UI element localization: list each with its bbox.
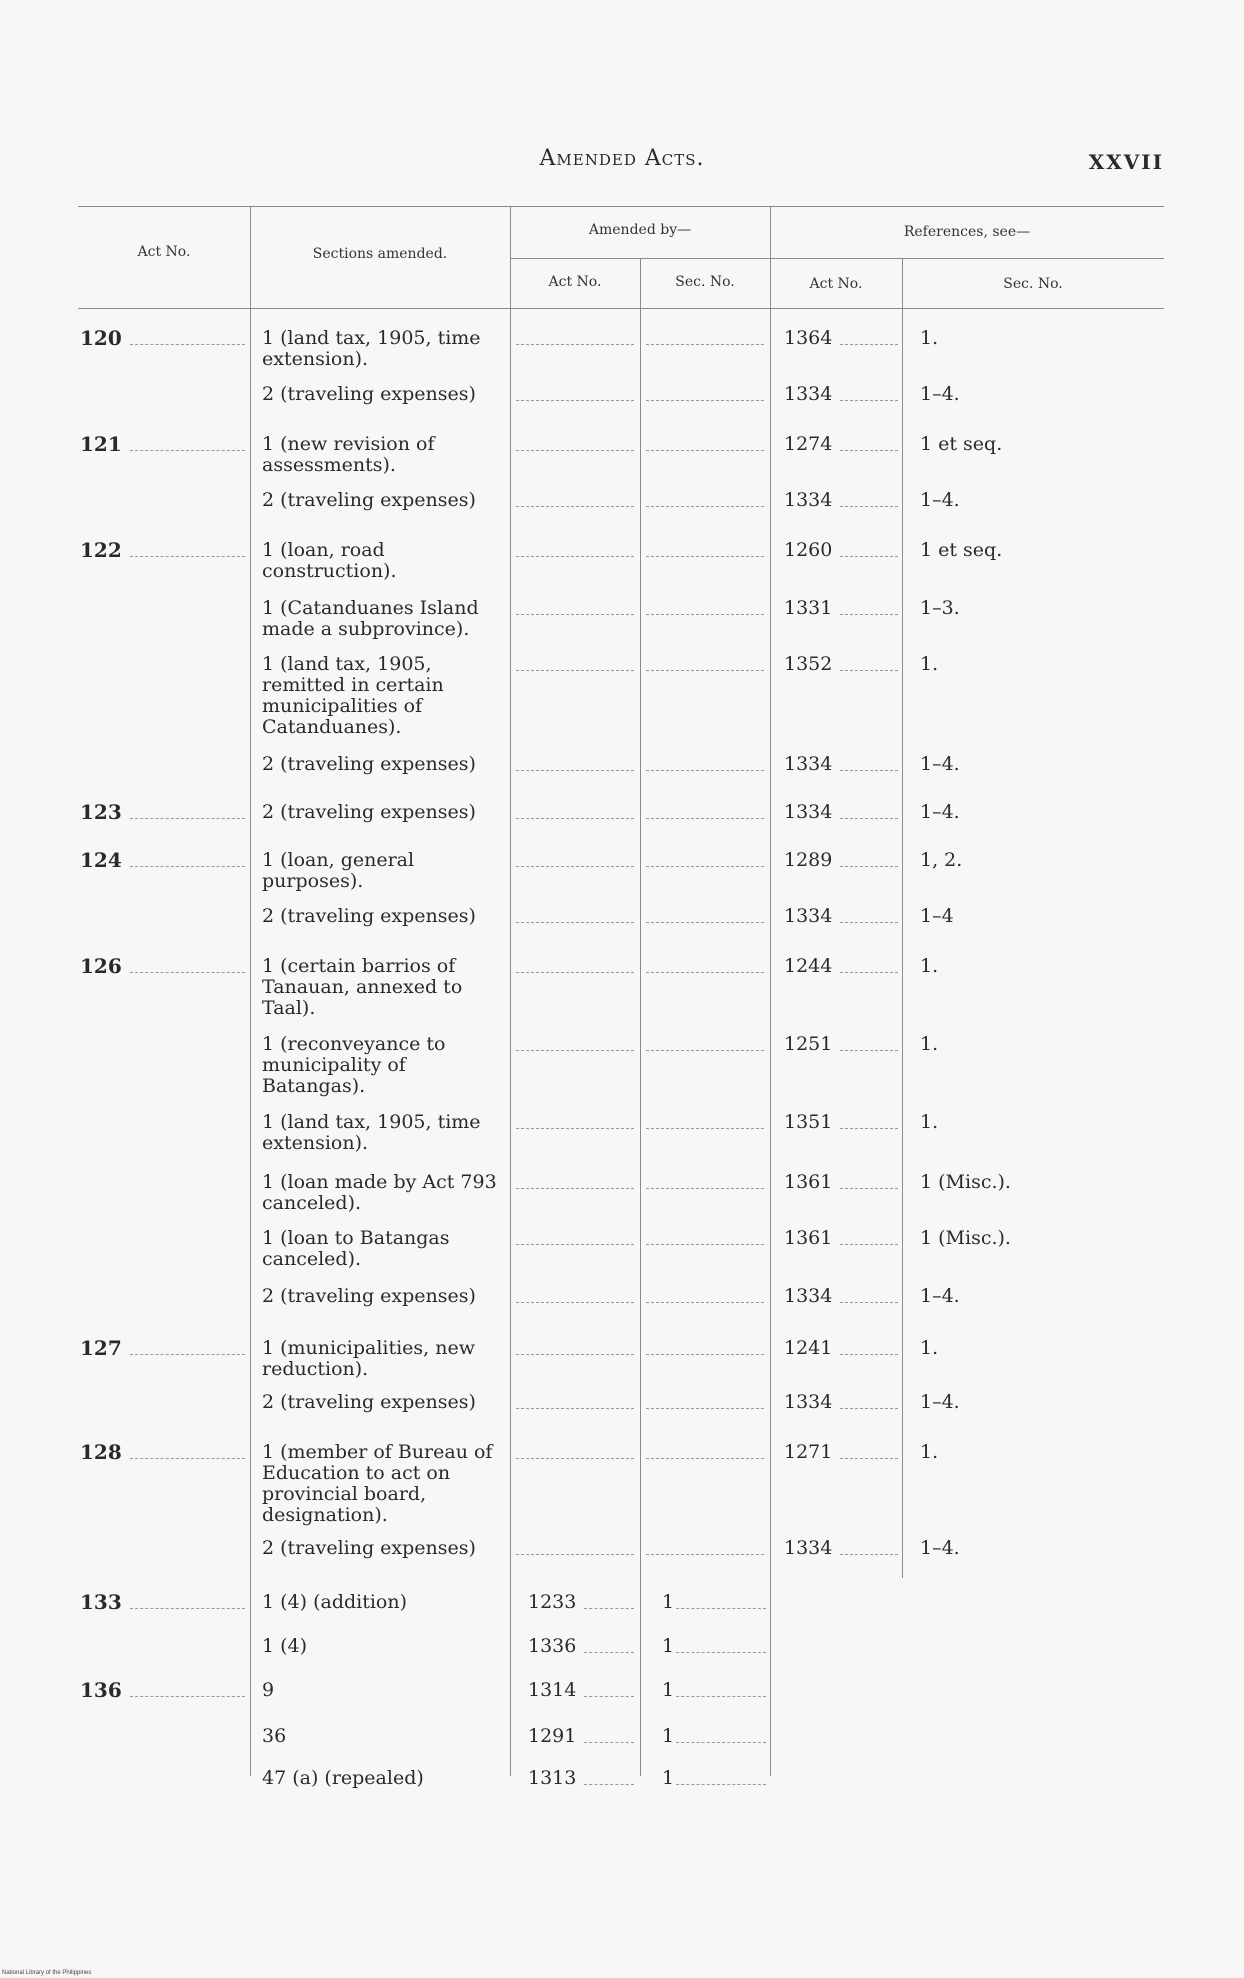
reference-sec: 1–4. [920, 383, 960, 405]
dotted-leader [516, 922, 634, 923]
col-divider-1 [250, 206, 251, 1776]
dotted-leader [646, 556, 764, 557]
amended-by-sec: 1 [662, 1635, 675, 1657]
reference-sec: 1. [920, 653, 939, 675]
reference-sec: 1. [920, 1337, 939, 1359]
dotted-leader [584, 1608, 634, 1609]
act-number: 133 [80, 1590, 122, 1614]
reference-act: 1244 [784, 955, 833, 977]
dotted-leader [676, 1784, 766, 1785]
section-amended: 2 (traveling expenses) [262, 1285, 476, 1307]
amended-by-act: 1314 [528, 1679, 577, 1701]
dotted-leader [584, 1652, 634, 1653]
amended-by-sec: 1 [662, 1591, 675, 1613]
reference-act: 1331 [784, 597, 833, 619]
dotted-leader [676, 1742, 766, 1743]
dotted-leader [516, 1050, 634, 1051]
dotted-leader [516, 1554, 634, 1555]
dotted-leader [840, 818, 898, 819]
col-divider-4 [770, 206, 771, 1776]
dotted-leader [840, 1554, 898, 1555]
dotted-leader [840, 450, 898, 451]
header-ref-sec-no: Sec. No. [1003, 276, 1063, 292]
section-amended: 2 (traveling expenses) [262, 1537, 476, 1559]
reference-sec: 1 et seq. [920, 433, 1003, 455]
act-number: 128 [80, 1440, 122, 1464]
dotted-leader [516, 614, 634, 615]
dotted-leader [130, 866, 245, 867]
reference-act: 1334 [784, 383, 833, 405]
dotted-leader [646, 1458, 764, 1459]
act-number: 127 [80, 1336, 122, 1360]
dotted-leader [676, 1608, 766, 1609]
dotted-leader [516, 1188, 634, 1189]
act-number: 121 [80, 432, 122, 456]
dotted-leader [516, 770, 634, 771]
dotted-leader [840, 556, 898, 557]
col-divider-3 [640, 258, 641, 1776]
dotted-leader [840, 400, 898, 401]
dotted-leader [646, 866, 764, 867]
section-amended: 1 (land tax, 1905, time extension). [262, 327, 481, 370]
section-amended: 1 (municipalities, new reduction). [262, 1337, 475, 1380]
dotted-leader [516, 1354, 634, 1355]
section-amended: 1 (reconveyance to municipality of Batangas). [262, 1033, 446, 1097]
dotted-leader [646, 614, 764, 615]
dotted-leader [646, 670, 764, 671]
act-number: 124 [80, 848, 122, 872]
dotted-leader [676, 1696, 766, 1697]
amended-by-act: 1233 [528, 1591, 577, 1613]
section-amended: 9 [262, 1679, 275, 1701]
reference-sec: 1–4. [920, 753, 960, 775]
dotted-leader [516, 1408, 634, 1409]
dotted-leader [646, 972, 764, 973]
section-amended: 47 (a) (repealed) [262, 1767, 424, 1789]
col-divider-2 [510, 206, 511, 1776]
reference-act: 1289 [784, 849, 833, 871]
dotted-leader [516, 1244, 634, 1245]
dotted-leader [646, 1244, 764, 1245]
reference-act: 1351 [784, 1111, 833, 1133]
dotted-leader [516, 818, 634, 819]
dotted-leader [646, 818, 764, 819]
dotted-leader [516, 1302, 634, 1303]
footer-credit: National Library of the Philippines [2, 1970, 92, 1976]
reference-sec: 1–3. [920, 597, 960, 619]
section-amended: 2 (traveling expenses) [262, 383, 476, 405]
dotted-leader [840, 1302, 898, 1303]
reference-act: 1364 [784, 327, 833, 349]
header-references: References, see— [903, 224, 1031, 240]
dotted-leader [646, 770, 764, 771]
section-amended: 1 (new revision of assessments). [262, 433, 435, 476]
dotted-leader [584, 1696, 634, 1697]
dotted-leader [840, 922, 898, 923]
dotted-leader [646, 506, 764, 507]
section-amended: 1 (loan, road construction). [262, 539, 397, 582]
dotted-leader [584, 1784, 634, 1785]
dotted-leader [130, 972, 245, 973]
dotted-leader [646, 1050, 764, 1051]
reference-sec: 1. [920, 1441, 939, 1463]
reference-act: 1334 [784, 489, 833, 511]
reference-act: 1241 [784, 1337, 833, 1359]
dotted-leader [516, 670, 634, 671]
header-amended-act-no: Act No. [548, 274, 602, 290]
table-top-rule [78, 206, 1164, 207]
reference-sec: 1–4. [920, 1391, 960, 1413]
header-bottom-rule [78, 308, 1164, 309]
dotted-leader [130, 818, 245, 819]
dotted-leader [516, 1458, 634, 1459]
col-divider-5 [902, 258, 903, 1578]
section-amended: 1 (member of Bureau of Education to act on provincial board, designation). [262, 1441, 493, 1526]
reference-act: 1334 [784, 1391, 833, 1413]
section-amended: 1 (loan to Batangas canceled). [262, 1227, 450, 1270]
amended-by-act: 1336 [528, 1635, 577, 1657]
reference-sec: 1, 2. [920, 849, 963, 871]
dotted-leader [130, 344, 245, 345]
reference-act: 1352 [784, 653, 833, 675]
section-amended: 2 (traveling expenses) [262, 905, 476, 927]
reference-act: 1334 [784, 1285, 833, 1307]
reference-sec: 1. [920, 955, 939, 977]
dotted-leader [516, 866, 634, 867]
dotted-leader [130, 1458, 245, 1459]
dotted-leader [646, 1188, 764, 1189]
reference-act: 1260 [784, 539, 833, 561]
dotted-leader [840, 506, 898, 507]
dotted-leader [646, 922, 764, 923]
section-amended: 1 (4) [262, 1635, 308, 1657]
header-ref-act-no: Act No. [809, 276, 863, 292]
dotted-leader [840, 770, 898, 771]
dotted-leader [676, 1652, 766, 1653]
dotted-leader [840, 1408, 898, 1409]
reference-act: 1334 [784, 753, 833, 775]
dotted-leader [840, 1050, 898, 1051]
section-amended: 2 (traveling expenses) [262, 753, 476, 775]
amended-by-act: 1291 [528, 1725, 577, 1747]
reference-sec: 1–4. [920, 801, 960, 823]
dotted-leader [840, 1458, 898, 1459]
section-amended: 2 (traveling expenses) [262, 489, 476, 511]
reference-act: 1361 [784, 1171, 833, 1193]
section-amended: 1 (loan, general purposes). [262, 849, 415, 892]
act-number: 122 [80, 538, 122, 562]
dotted-leader [840, 1244, 898, 1245]
reference-act: 1334 [784, 905, 833, 927]
dotted-leader [516, 1128, 634, 1129]
dotted-leader [584, 1742, 634, 1743]
reference-sec: 1–4 [920, 905, 954, 927]
amended-by-act: 1313 [528, 1767, 577, 1789]
dotted-leader [516, 450, 634, 451]
dotted-leader [840, 1188, 898, 1189]
act-number: 126 [80, 954, 122, 978]
running-title: Amended Acts. [539, 146, 705, 171]
reference-sec: 1 (Misc.). [920, 1227, 1011, 1249]
dotted-leader [646, 1354, 764, 1355]
reference-sec: 1–4. [920, 489, 960, 511]
header-act-no: Act No. [137, 244, 191, 260]
amended-by-sec: 1 [662, 1767, 675, 1789]
dotted-leader [516, 344, 634, 345]
section-amended: 1 (Catanduanes Island made a subprovince). [262, 597, 479, 640]
page-number: XXVII [1088, 150, 1164, 174]
subheader-rule [510, 258, 1164, 259]
header-sections-amended: Sections amended. [312, 246, 448, 262]
dotted-leader [516, 506, 634, 507]
section-amended: 1 (4) (addition) [262, 1591, 408, 1613]
dotted-leader [646, 1128, 764, 1129]
dotted-leader [130, 1354, 245, 1355]
act-number: 136 [80, 1678, 122, 1702]
reference-sec: 1. [920, 327, 939, 349]
dotted-leader [516, 972, 634, 973]
section-amended: 1 (certain barrios of Tanauan, annexed to Taal). [262, 955, 463, 1019]
act-number: 120 [80, 326, 122, 350]
reference-act: 1274 [784, 433, 833, 455]
amended-by-sec: 1 [662, 1725, 675, 1747]
reference-act: 1271 [784, 1441, 833, 1463]
section-amended: 1 (land tax, 1905, remitted in certain municipalities of Catanduanes). [262, 653, 444, 738]
reference-sec: 1. [920, 1111, 939, 1133]
dotted-leader [130, 1696, 245, 1697]
dotted-leader [130, 450, 245, 451]
section-amended: 1 (loan made by Act 793 canceled). [262, 1171, 497, 1214]
reference-act: 1334 [784, 801, 833, 823]
dotted-leader [646, 1408, 764, 1409]
reference-sec: 1–4. [920, 1537, 960, 1559]
amended-by-sec: 1 [662, 1679, 675, 1701]
dotted-leader [130, 1608, 245, 1609]
dotted-leader [840, 866, 898, 867]
reference-sec: 1. [920, 1033, 939, 1055]
dotted-leader [840, 972, 898, 973]
act-number: 123 [80, 800, 122, 824]
dotted-leader [646, 1554, 764, 1555]
dotted-leader [646, 344, 764, 345]
reference-sec: 1 (Misc.). [920, 1171, 1011, 1193]
dotted-leader [840, 670, 898, 671]
reference-act: 1251 [784, 1033, 833, 1055]
dotted-leader [516, 400, 634, 401]
dotted-leader [840, 1128, 898, 1129]
dotted-leader [646, 400, 764, 401]
reference-sec: 1–4. [920, 1285, 960, 1307]
section-amended: 1 (land tax, 1905, time extension). [262, 1111, 481, 1154]
dotted-leader [840, 614, 898, 615]
dotted-leader [840, 1354, 898, 1355]
dotted-leader [646, 450, 764, 451]
dotted-leader [516, 556, 634, 557]
section-amended: 2 (traveling expenses) [262, 801, 476, 823]
header-amended-by: Amended by— [588, 222, 692, 238]
section-amended: 2 (traveling expenses) [262, 1391, 476, 1413]
dotted-leader [646, 1302, 764, 1303]
reference-act: 1334 [784, 1537, 833, 1559]
reference-sec: 1 et seq. [920, 539, 1003, 561]
section-amended: 36 [262, 1725, 287, 1747]
dotted-leader [840, 344, 898, 345]
header-amended-sec-no: Sec. No. [675, 274, 735, 290]
reference-act: 1361 [784, 1227, 833, 1249]
dotted-leader [130, 556, 245, 557]
